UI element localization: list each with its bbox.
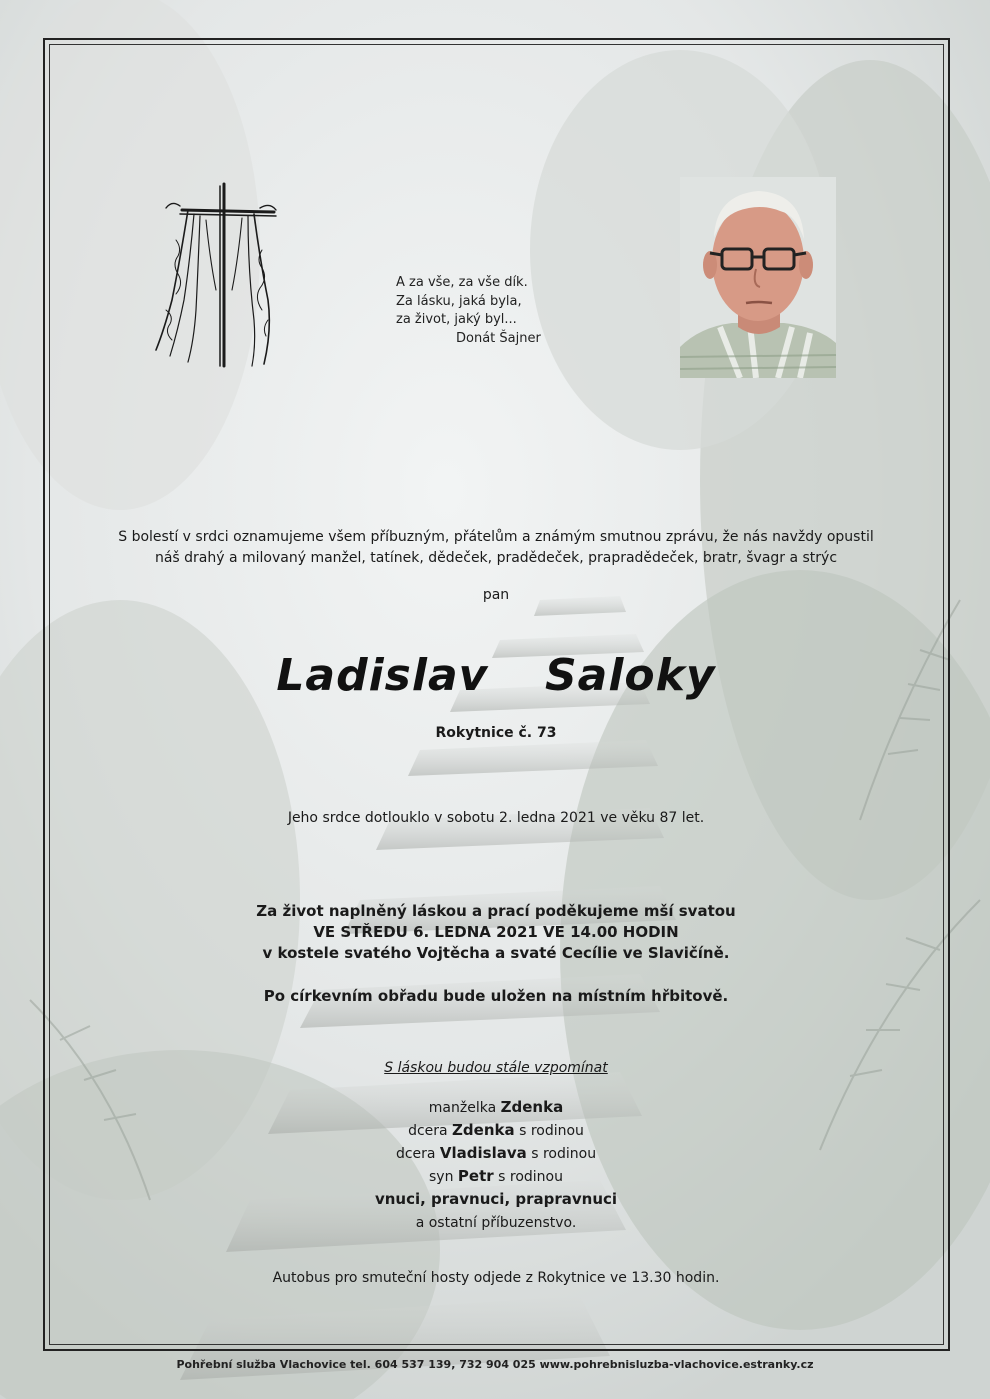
funeral-service-footer: Pohřební služba Vlachovice tel. 604 537 139, 732 904 025 www.pohrebnisluzba-vlachovice.estranky.cz bbox=[176, 1358, 814, 1371]
announcement-text bbox=[60, 527, 932, 569]
poem-line: za život, jaký byl... bbox=[396, 312, 517, 327]
deceased-name: Ladislav Saloky bbox=[276, 650, 716, 701]
family-member: manželka Zdenka bbox=[428, 1098, 564, 1116]
salutation: pan bbox=[482, 587, 510, 603]
family-member: syn Petr s rodinou bbox=[429, 1167, 563, 1185]
family-member: a ostatní příbuzenstvo. bbox=[415, 1215, 577, 1231]
family-list bbox=[60, 1096, 932, 1234]
deceased-address: Rokytnice č. 73 bbox=[435, 725, 557, 741]
poem-author: Donát Šajner bbox=[456, 330, 541, 346]
family-member: vnuci, pravnuci, prapravnuci bbox=[374, 1190, 618, 1208]
funeral-details bbox=[60, 901, 932, 964]
family-member: dcera Vladislava s rodinou bbox=[395, 1144, 597, 1162]
announcement-line-1: S bolestí v srdci oznamujeme všem příbuzným, přátelům a známým smutnou zprávu, že nás navždy opustil bbox=[118, 529, 874, 545]
funeral-line-1: Za život naplněný láskou a prací poděkujeme mší svatou bbox=[256, 902, 736, 920]
portrait-photo bbox=[680, 177, 836, 378]
funeral-date-time: VE STŘEDU 6. LEDNA 2021 VE 14.00 HODIN bbox=[313, 923, 679, 941]
funeral-location: v kostele svatého Vojtěcha a svaté Cecílie ve Slavičíně. bbox=[262, 944, 730, 962]
cross-with-shroud-icon bbox=[150, 180, 282, 370]
burial-notice: Po církevním obřadu bude uložen na místním hřbitově. bbox=[263, 987, 729, 1005]
poem-line: A za vše, za vše dík. bbox=[396, 275, 528, 290]
bus-notice: Autobus pro smuteční hosty odjede z Rokytnice ve 13.30 hodin. bbox=[272, 1270, 720, 1286]
memory-title: S láskou budou stále vzpomínat bbox=[384, 1060, 608, 1076]
poem-line: Za lásku, jaká byla, bbox=[396, 293, 522, 309]
poem bbox=[396, 274, 596, 348]
death-notice: Jeho srdce dotlouklo v sobotu 2. ledna 2021 ve věku 87 let. bbox=[287, 810, 705, 826]
announcement-line-2: náš drahý a milovaný manžel, tatínek, dědeček, pradědeček, prapradědeček, bratr, švagr a strýc bbox=[154, 550, 838, 566]
family-member: dcera Zdenka s rodinou bbox=[408, 1121, 584, 1139]
